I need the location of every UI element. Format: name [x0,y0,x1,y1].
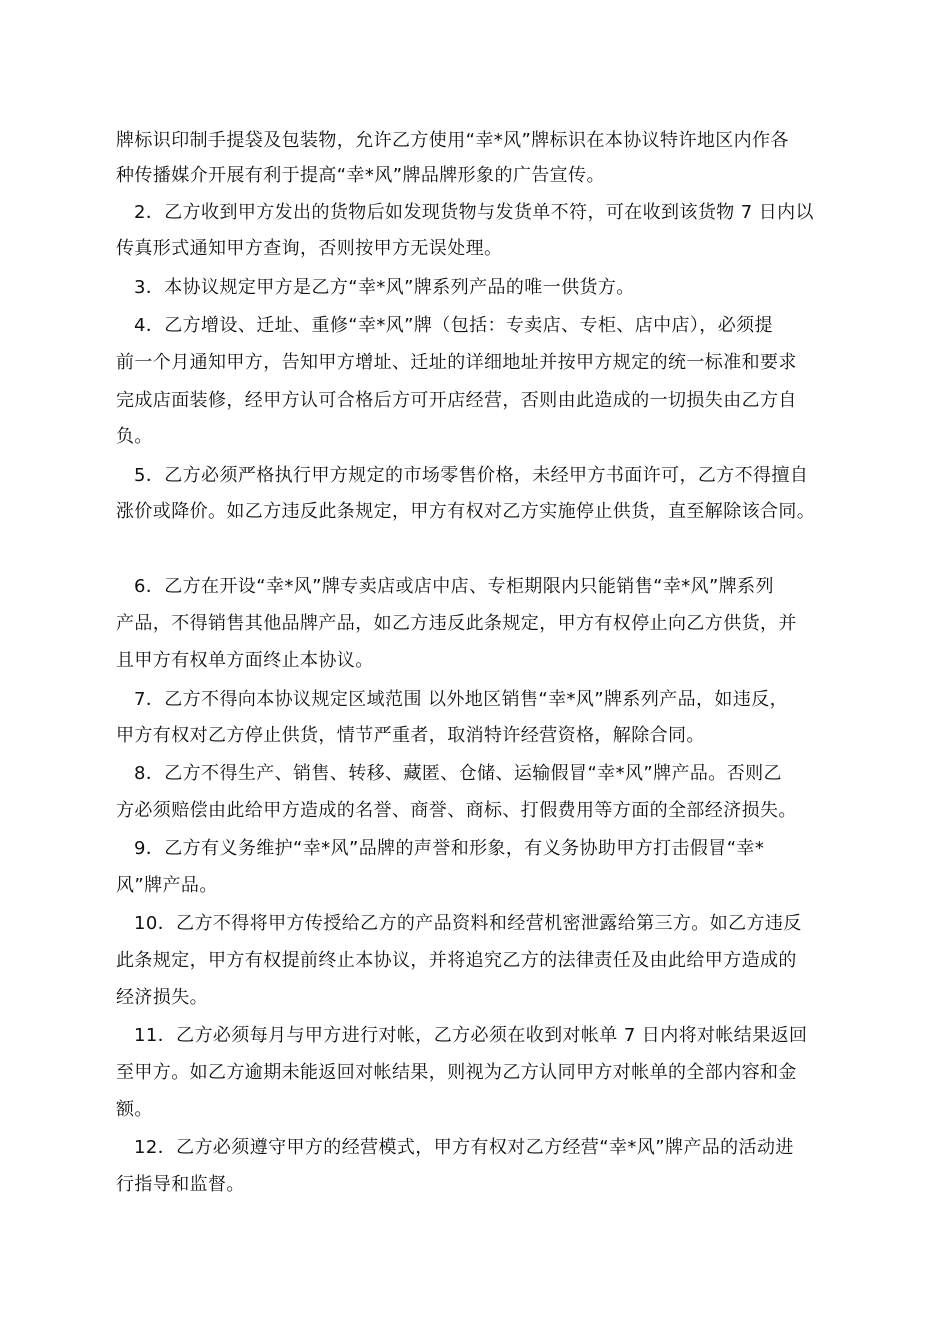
text-line: 经济损失。 [116,987,208,1008]
clause-12: 12．乙方必须遵守甲方的经营模式，甲方有权对乙方经营“幸*风”牌产品的活动进 [134,1137,794,1158]
text-line: 牌标识印制手提袋及包装物，允许乙方使用“幸*风”牌标识在本协议特许地区内作各 [116,130,789,151]
text-line: 风”牌产品。 [116,875,218,896]
text-line: 负。 [116,426,153,447]
text-line: 额。 [116,1099,153,1120]
text-line: 产品，不得销售其他品牌产品，如乙方违反此条规定，甲方有权停止向乙方供货，并 [116,613,797,634]
text-line: 方必须赔偿由此给甲方造成的名誉、商誉、商标、打假费用等方面的全部经济损失。 [116,800,797,821]
clause-9: 9．乙方有义务维护“幸*风”品牌的声誉和形象，有义务协助甲方打击假冒“幸* [134,838,765,859]
text-line: 此条规定，甲方有权提前终止本协议，并将追究乙方的法律责任及由此给甲方造成的 [116,950,797,971]
text-line: 甲方有权对乙方停止供货，情节严重者，取消特许经营资格，解除合同。 [116,725,705,746]
clause-7: 7．乙方不得向本协议规定区域范围 以外地区销售“幸*风”牌系列产品，如违反， [134,689,789,710]
text-line: 种传播媒介开展有利于提高“幸*风”牌品牌形象的广告宣传。 [116,165,605,186]
clause-4: 4．乙方增设、迁址、重修“幸*风”牌（包括：专卖店、专柜、店中店），必须提 [134,315,773,336]
text-line: 前一个月通知甲方，告知甲方增址、迁址的详细地址并按甲方规定的统一标准和要求 [116,352,797,373]
clause-3: 3．本协议规定甲方是乙方“幸*风”牌系列产品的唯一供货方。 [134,277,635,298]
clause-2: 2．乙方收到甲方发出的货物后如发现货物与发货单不符，可在收到该货物 7 日内以 [134,202,814,223]
clause-8: 8．乙方不得生产、销售、转移、藏匿、仓储、运输假冒“幸*风”牌产品。否则乙 [134,763,782,784]
clause-6: 6．乙方在开设“幸*风”牌专卖店或店中店、专柜期限内只能销售“幸*风”牌系列 [134,576,774,597]
text-line: 完成店面装修，经甲方认可合格后方可开店经营，否则由此造成的一切损失由乙方自 [116,390,797,411]
clause-10: 10．乙方不得将甲方传授给乙方的产品资料和经营机密泄露给第三方。如乙方违反 [134,913,802,934]
clause-11: 11．乙方必须每月与甲方进行对帐，乙方必须在收到对帐单 7 日内将对帐结果返回 [134,1025,808,1046]
text-line: 传真形式通知甲方查询，否则按甲方无误处理。 [116,238,503,259]
clause-5: 5．乙方必须严格执行甲方规定的市场零售价格，未经甲方书面许可，乙方不得擅自 [134,465,809,486]
text-line: 且甲方有权单方面终止本协议。 [116,650,374,671]
text-line: 行指导和监督。 [116,1174,245,1195]
text-line: 涨价或降价。如乙方违反此条规定，甲方有权对乙方实施停止供货，直至解除该合同。 [116,501,816,522]
text-line: 至甲方。如乙方逾期未能返回对帐结果，则视为乙方认同甲方对帐单的全部内容和金 [116,1062,797,1083]
